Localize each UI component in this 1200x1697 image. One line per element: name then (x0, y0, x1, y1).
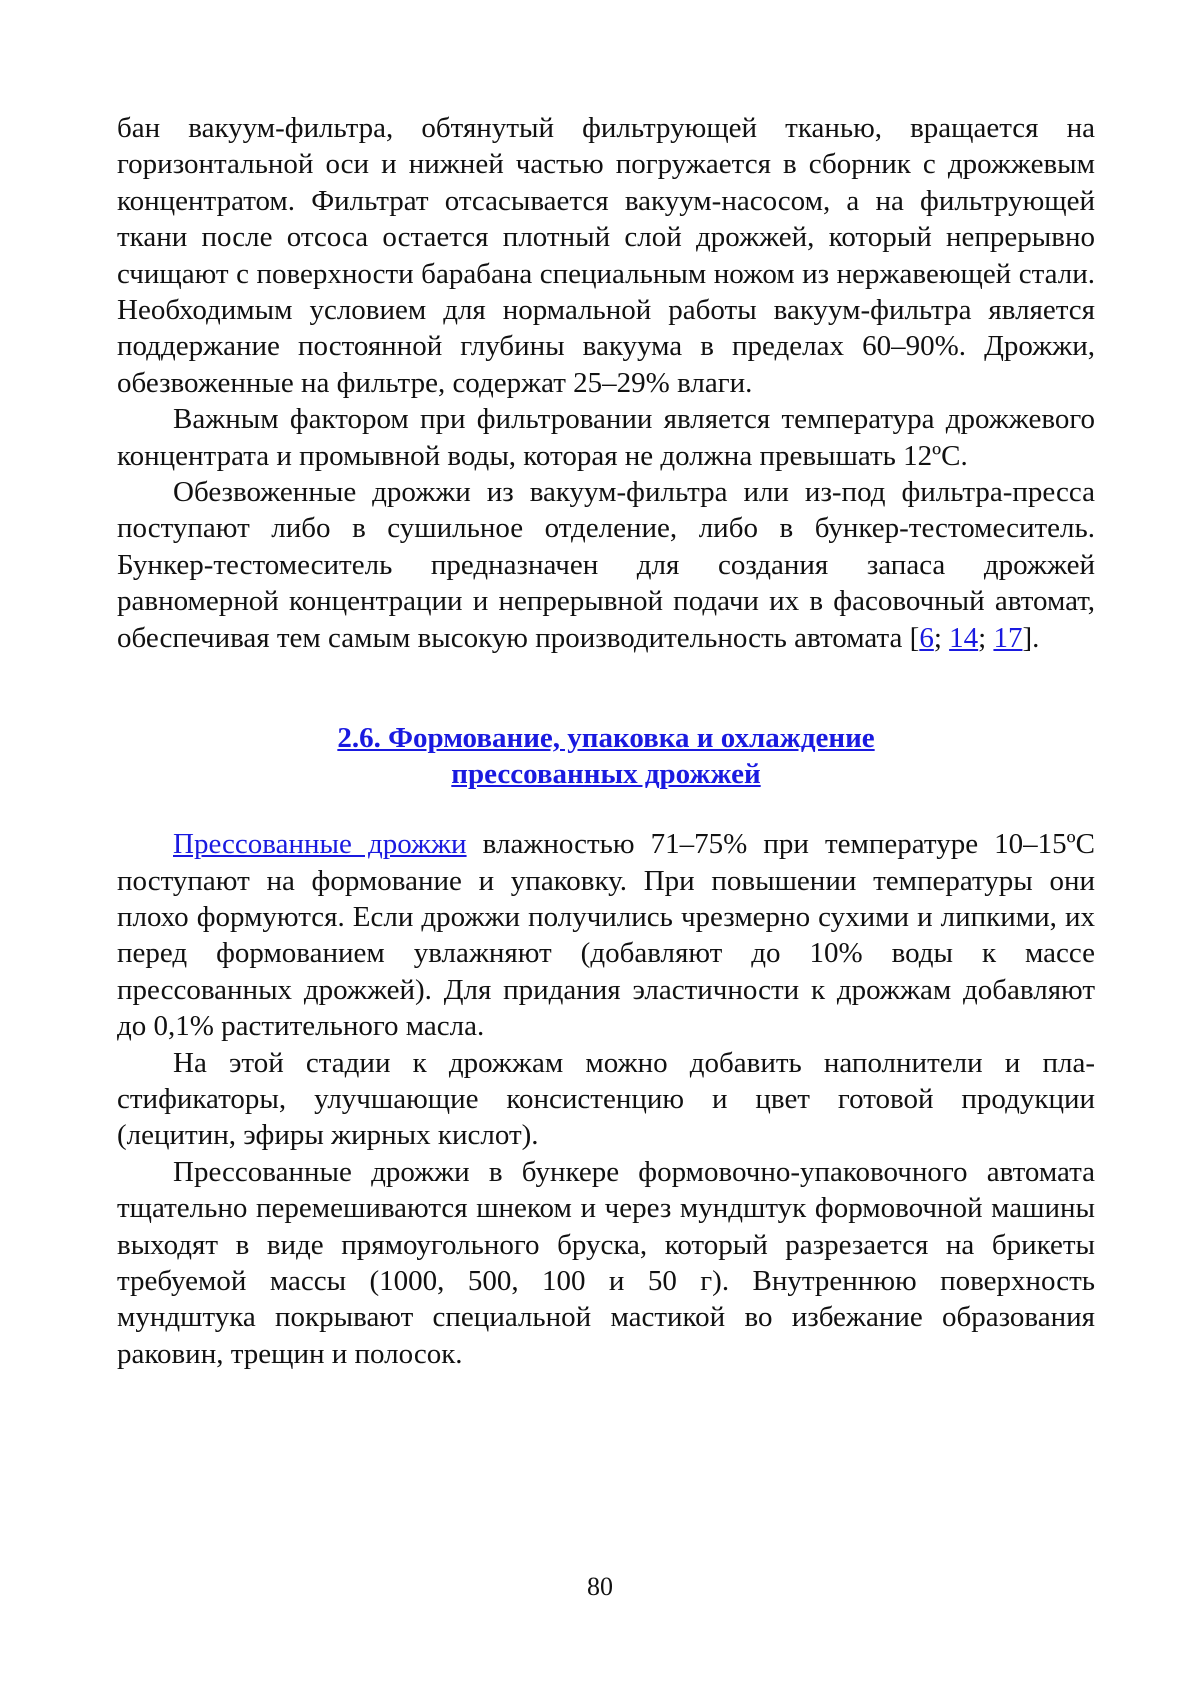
reference-link-6[interactable]: 6 (919, 621, 934, 654)
reference-separator: ; (933, 621, 950, 654)
section-heading-line-2[interactable]: прессованных дрожжей (451, 758, 761, 791)
paragraph-filter-temperature: Важным фактором при фильтровании является температура дрожжевого концентрата и промывной воды, которая не должна превышать 12ºС. (117, 403, 1095, 472)
page-number: 80 (587, 1572, 613, 1601)
pressed-yeast-link[interactable]: Прессованные дрожжи (173, 828, 467, 861)
paragraph-pressed-yeast-text: влажностью 71–75% при температуре 10–15ºС поступают на формование и упаковку. При повышении температуры они плохо формуются. Если дрожжи получились чрезмерно сухими и липкими, их перед формованием увлажняют (добавляют до 10% воды к массе прессованных дрожжей). Для придания эластичности к дрожжам добавляют до 0,1% растительного масла. (117, 828, 1095, 1043)
section-heading-line-1[interactable]: 2.6. Формование, упаковка и охлаждение (337, 722, 875, 755)
paragraph-dewatered-yeast-text: Обезвоженные дрожжи из вакуум-фильтра или из-под фильтра-пресса поступают либо в сушильное отделение, либо в бункер-тестомеситель. Бункер-тестомеситель предназначен для создания запаса дрожжей равномерной концентрации и непрерывной подачи их в фасовочный автомат, обеспечивая тем самым высокую производительность автомата [ (117, 476, 1095, 654)
reference-link-14[interactable]: 14 (949, 621, 979, 654)
paragraph-pressed-yeast (117, 826, 1095, 1044)
reference-separator: ; (978, 621, 994, 654)
paragraph-fillers: На этой стадии к дрожжам можно добавить наполнители и пластификаторы, улучшающие консистенцию и цвет готовой продукции (лецитин, эфиры жирных кислот). (117, 1046, 1095, 1152)
section-heading-link[interactable] (117, 720, 1095, 792)
document-page (117, 110, 1095, 1372)
paragraph-vacuum-filter: бан вакуум-фильтра, обтянутый фильтрующей тканью, вращается на горизонтальной оси и нижней частью погружается в сборник с дрожжевым концентратом. Фильтрат отсасывается вакуум-насосом, а на фильтрующей ткани после отсоса остается плотный слой дрожжей, который непрерывно счищают с поверхности барабана специальным ножом из нержавеющей стали. Необходимым условием для нормальной работы вакуум-фильтра является поддержание постоянной глубины вакуума в пределах 60–90%. Дрожжи, обезвоженные на фильтре, содержат 25–29% влаги. (117, 112, 1095, 399)
paragraph-packaging-machine: Прессованные дрожжи в бункере формовочно-упаковочного автомата тщательно перемешиваются шнеком и через мундштук формовочной машины выходят в виде прямоугольного бруска, который разрезается на брикеты требуемой массы (1000, 500, 100 и 50 г). Внутреннюю поверхность мундштука покрывают специальной мастикой во избежание образования раковин, трещин и полосок. (117, 1155, 1095, 1370)
paragraph-dewatered-yeast (117, 474, 1095, 656)
reference-end: ]. (1022, 621, 1040, 654)
reference-link-17[interactable]: 17 (993, 621, 1023, 654)
